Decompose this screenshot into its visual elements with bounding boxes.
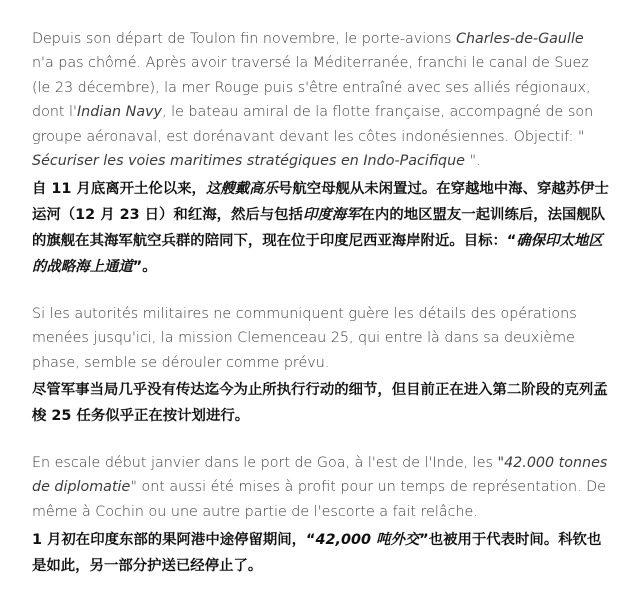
- text-segment: n'a pas chômé. Après avoir traversé la Méditerranée, franchi le canal de Suez (le 23 décembre), la mer Rouge puis s'être entraîné avec ses alliés régionaux, dont l': [32, 55, 591, 121]
- text-segment: 自 11 月底离开土伦以来，: [32, 181, 206, 197]
- italic-segment: 印度海军: [302, 207, 361, 223]
- text-segment: ".: [464, 153, 481, 170]
- italic-segment: 确保印太地区的战略海上通道: [32, 233, 603, 275]
- text-segment: ”。: [132, 259, 157, 275]
- italic-segment: Charles-de-Gaulle: [456, 31, 584, 47]
- italic-segment: 这艘戴高乐: [205, 181, 278, 197]
- paragraph-french-2: [32, 302, 610, 375]
- italic-segment: Indian Navy: [76, 104, 163, 121]
- text-segment: En escale début janvier dans le port de Goa, à l'est de l'Inde, les: [32, 455, 498, 471]
- italic-segment: Sécuriser les voies maritimes stratégiques en Indo-Pacifique: [32, 153, 465, 170]
- text-segment: " ont aussi été mises à profit pour un temps de représentation. De même à Cochin ou une autre partie de l'escorte a fait relâche.: [32, 479, 606, 520]
- paragraph-chinese-3: [32, 527, 610, 579]
- italic-segment: "42.000 tonnes de diplomatie: [32, 455, 608, 496]
- text-segment: 1 月初在印度东部的果阿港中途停留期间，“: [32, 532, 316, 548]
- paragraph-french-3: [32, 451, 610, 524]
- paragraph-chinese-2: [32, 377, 610, 429]
- text-segment: , le bateau amiral de la flotte française, accompagné de son groupe aéronaval, est dorénavant devant les côtes indonésiennes. Objectif: ": [32, 104, 594, 145]
- text-segment: 尽管军事当局几乎没有传达迄今为止所执行行动的细节，但目前正在进入第二阶段的克列孟梭 25 任务似乎正在按计划进行。: [32, 382, 608, 424]
- text-segment: ”也被用于代表时间。科钦也是如此，另一部分护送已经停止了。: [32, 532, 602, 574]
- text-segment: 在内的地区盟友一起训练后，法国舰队的旗舰在其海军航空兵群的陪同下，现在位于印度尼西亚海岸附近。目标：“: [32, 207, 606, 249]
- text-segment: Depuis son départ de Toulon fin novembre, le porte-avions: [32, 31, 456, 47]
- text-segment: 号航空母舰从未闲置过。在穿越地中海、穿越苏伊士运河（12 月 23 日）和红海，然后与包括: [32, 181, 609, 223]
- paragraph-chinese-1: [32, 176, 610, 280]
- text-segment: Si les autorités militaires ne communiquent guère les détails des opérations menées jusqu'ici, la mission Clemenceau 25, qui entre là dans sa deuxième phase, semble se dérouler comme prévu.: [32, 306, 577, 371]
- paragraph-french-1: [32, 27, 610, 173]
- italic-segment: 42,000 吨外交: [315, 532, 420, 548]
